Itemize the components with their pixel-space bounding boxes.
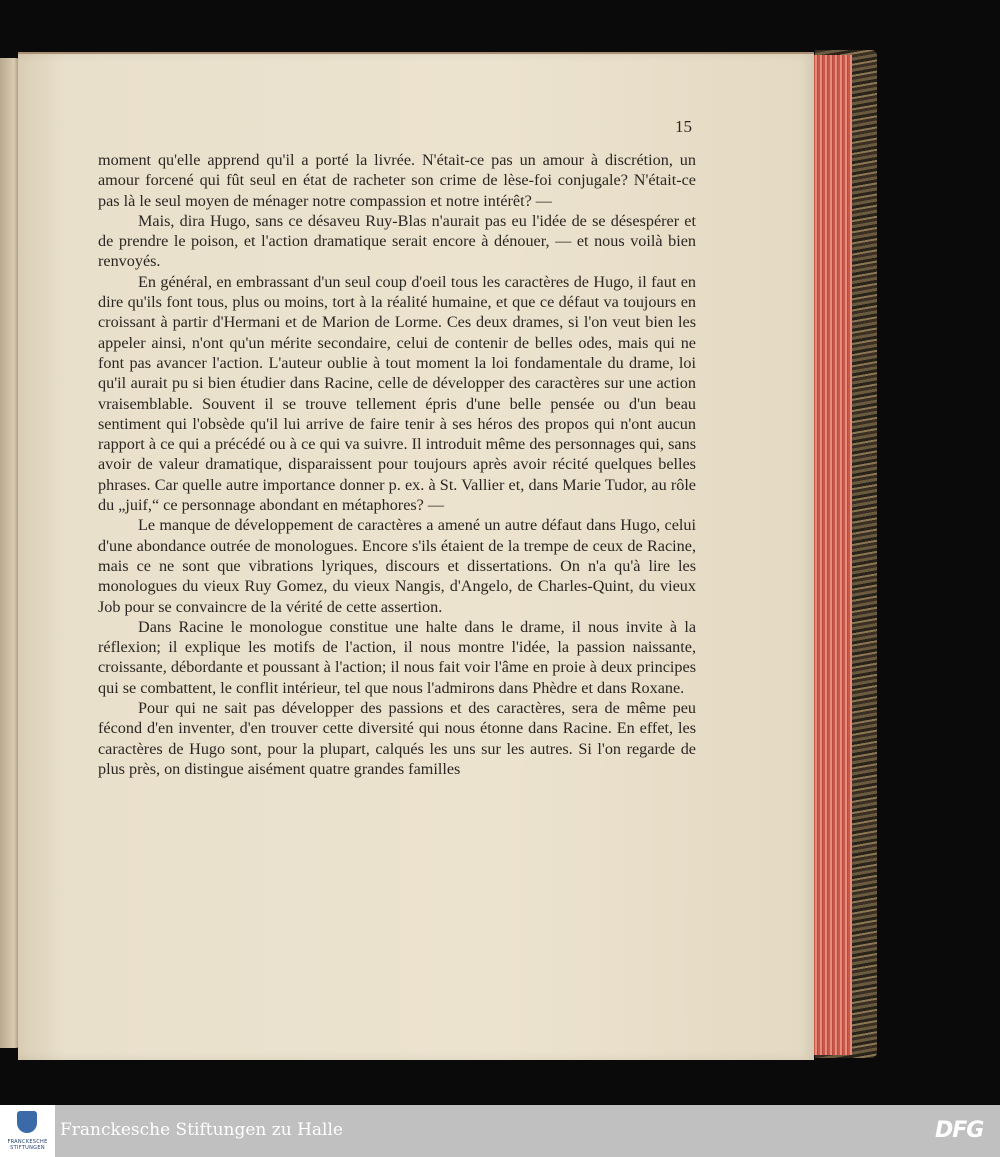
- paragraph-3: En général, en embrassant d'un seul coup d'oeil tous les caractères de Hugo, il faut en dire qu'ils font tous, plus ou moins, tort à la réalité humaine, et que ce défaut va toujours en croissant à partir d'Hermani et de Marion de Lorme. Ces deux drames, si l'on veut bien les appeler ainsi, n'ont qu'un mérite secondaire, celui de contenir de belles odes, mais qui ne font pas avancer l'action. L'auteur oublie à tout moment la loi fondamentale du drame, loi qu'il aurait pu si bien étudier dans Racine, celle de développer des caractères sur une action vraisemblable. Souvent il se trouve tellement épris d'une belle pensée ou d'un beau sentiment qui l'obsède qu'il lui arrive de faire tenir à ses héros des propos qui n'ont aucun rapport à ce qui a précédé ou à ce qui va suivre. Il introduit même des personnages qui, sans avoir de valeur dramatique, disparaissent pour toujours après avoir récité quelques belles phrases. Car quelle autre importance donner p. ex. à St. Vallier et, dans Marie Tudor, au rôle du „juif,“ ce personnage abondant en métaphores? —: [98, 272, 696, 515]
- paragraph-5: Dans Racine le monologue constitue une halte dans le drame, il nous invite à la réflexion; il explique les motifs de l'action, il nous montre l'idée, la passion naissante, croissante, débordante et poussant à l'action; il nous fait voir l'âme en proie à deux principes qui se combattent, le conflit intérieur, tel que nous l'admirons dans Phèdre et dans Roxane.: [98, 617, 696, 697]
- page-number: 15: [675, 117, 692, 136]
- left-page-edge: [0, 58, 20, 1048]
- franckesche-logo[interactable]: [0, 1105, 55, 1157]
- paragraph-1: moment qu'elle apprend qu'il a porté la livrée. N'était-ce pas un amour à discrétion, un amour forcené qui fût seul en état de racheter son crime de lèse-foi conjugale? N'était-ce pas là le seul moyen de ménager notre compassion et notre intérêt? —: [98, 151, 696, 210]
- paragraph-4: Le manque de développement de caractères a amené un autre défaut dans Hugo, celui d'une abondance outrée de monologues. Encore s'ils étaient de la trempe de ceux de Racine, mais ce ne sont que vibrations lyriques, discours et dissertations. On n'a qu'à lire les monologues du vieux Ruy Gomez, du vieux Nangis, d'Angelo, de Charles-Quint, du vieux Job pour se convaincre de la vérité de cette assertion.: [98, 516, 696, 616]
- paragraph-2: Mais, dira Hugo, sans ce désaveu Ruy-Blas n'aurait pas eu l'idée de se désespérer et de prendre le poison, et l'action dramatique serait encore à dénouer, — et nous voilà bien renvoyés.: [98, 211, 696, 271]
- logo-caption: FRANCKESCHE STIFTUNGEN: [7, 1139, 48, 1151]
- page-text: [98, 150, 696, 779]
- paragraph-6: Pour qui ne sait pas développer des passions et des caractères, sera de même peu fécond d'en inventer, d'en trouver cette diversité qui nous étonne dans Racine. En effet, les caractères de Hugo sont, pour la plupart, calqués les uns sur les autres. Si l'on regarde de plus près, on distingue aisément quatre grandes familles: [98, 699, 696, 778]
- institution-name[interactable]: Franckesche Stiftungen zu Halle: [60, 1120, 343, 1140]
- viewer-footer-bar: [0, 1105, 1000, 1157]
- dfg-logo[interactable]: DFG: [935, 1118, 984, 1143]
- emblem-icon: [17, 1111, 37, 1133]
- red-page-edges: [808, 55, 852, 1055]
